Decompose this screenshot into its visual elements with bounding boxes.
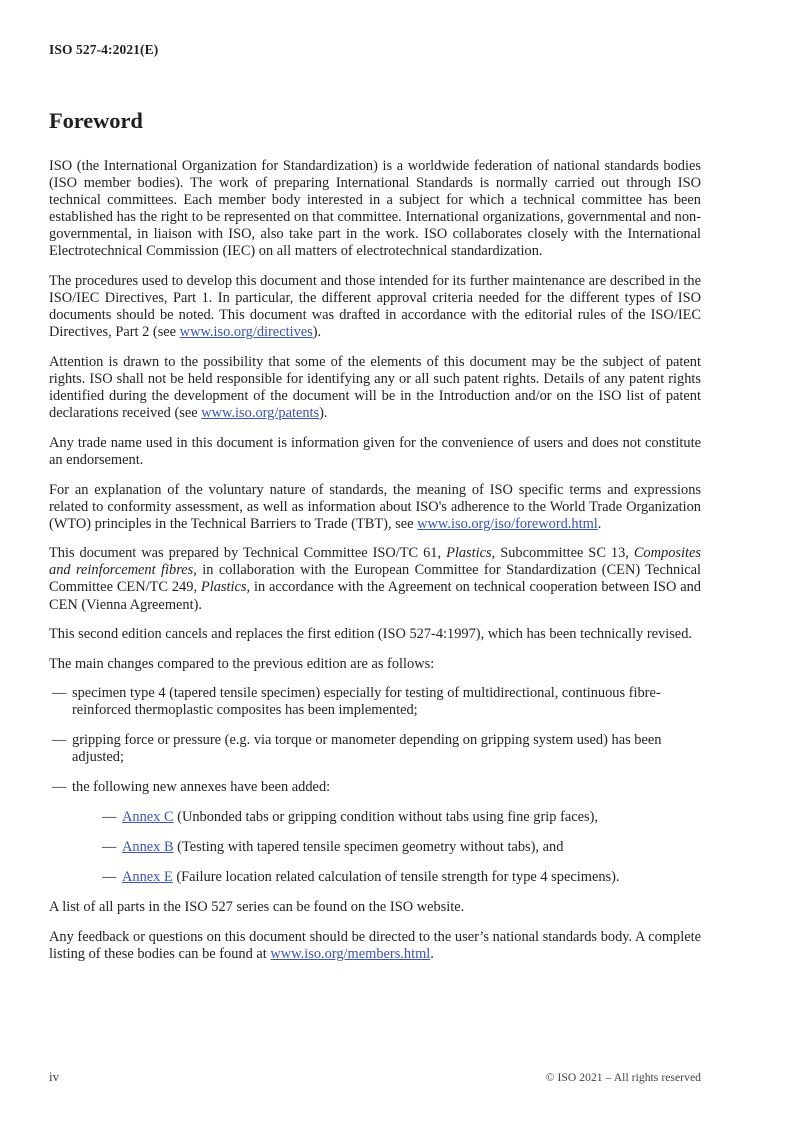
list-item (49, 685, 701, 719)
link-iso-patents[interactable]: www.iso.org/patents (201, 405, 320, 422)
em-dash-bullet: — (102, 808, 117, 825)
annex-item-text: (Failure location related calculation of tensile strength for type 4 specimens). (172, 869, 620, 885)
em-dash-bullet: — (102, 838, 117, 855)
paragraph-patent-text-after: ). (319, 405, 328, 422)
paragraph-patent-rights (49, 354, 701, 422)
em-dash-bullet: — (102, 869, 117, 885)
paragraph-parts-list: A list of all parts in the ISO 527 series can be found on the ISO website. (49, 899, 465, 916)
paragraph-trade-name: Any trade name used in this document is information given for the convenience of users and does not constitute an endorsement. (49, 434, 701, 468)
paragraph-feedback-text-before: Any feedback or questions on this document should be directed to the user’s national standards body. A complete listing of these bodies can be found at (49, 928, 701, 962)
list-item (49, 732, 701, 766)
committee-text-3: , in collaboration with the European Committee for Standardization (CEN) Technical Committee CEN/TC 249, (49, 562, 701, 596)
list-item (99, 809, 701, 826)
annex-item-text: (Testing with tapered tensile specimen geometry without tabs), and (173, 838, 564, 855)
list-item (99, 869, 701, 886)
paragraph-procedures-text-before: The procedures used to develop this document and those intended for its further maintenance are described in the ISO/IEC Directives, Part 1. In particular, the different approval criteria needed for the different types of ISO documents should be noted. This document was drafted in accordance with the editorial rules of the ISO/IEC Directives, Part 2 (see (49, 273, 701, 341)
em-dash-bullet: — (52, 778, 67, 795)
page-footer (49, 1069, 701, 1085)
link-iso-members[interactable]: www.iso.org/members.html (270, 945, 431, 962)
committee-text-2: , Subcommittee SC 13, (491, 545, 634, 562)
committee-title-composites: Composites and reinforcement fibres (49, 545, 701, 579)
foreword-body (49, 158, 701, 975)
list-item (49, 779, 701, 886)
link-iso-directives[interactable]: www.iso.org/directives (179, 324, 313, 341)
paragraph-procedures (49, 273, 701, 341)
list-item (99, 839, 701, 856)
paragraph-feedback (49, 929, 701, 963)
committee-text-4: in accordance with the Agreement on technical cooperation between ISO and CEN (Vienna Agreement). (49, 579, 701, 613)
list-item-text: specimen type 4 (tapered tensile specimen) especially for testing of multidirectional, continuous fibre-reinforced thermoplastic composites has been implemented; (72, 685, 661, 719)
paragraph-wto-text-before: For an explanation of the voluntary nature of standards, the meaning of ISO specific terms and expressions related to conformity assessment, as well as information about ISO's adherence to the World Trade Organization (WTO) principles in the Technical Barriers to Trade (TBT), see (49, 481, 701, 532)
link-iso-foreword[interactable]: www.iso.org/iso/foreword.html (417, 515, 598, 532)
page-title: Foreword (49, 108, 143, 133)
annex-sublist-wrapper (99, 809, 701, 886)
annex-item-text: (Unbonded tabs or gripping condition without tabs using fine grip faces), (173, 808, 599, 825)
em-dash-bullet: — (52, 685, 67, 702)
link-annex-b[interactable]: Annex B (122, 838, 174, 855)
paragraph-procedures-text-after: ). (312, 324, 322, 341)
paragraph-wto-tbt (49, 482, 701, 533)
list-item-text: gripping force or pressure (e.g. via torque or manometer depending on gripping system used) has been adjusted; (72, 732, 662, 766)
paragraph-edition: This second edition cancels and replaces the first edition (ISO 527-4:1997), which has been technically revised. (49, 626, 692, 643)
paragraph-committee (49, 545, 701, 613)
copyright-notice: © ISO 2021 – All rights reserved (545, 1071, 701, 1084)
list-item-text: the following new annexes have been added: (72, 778, 331, 795)
committee-title-plastics-cen: Plastics, (200, 579, 251, 596)
em-dash-bullet: — (52, 732, 67, 749)
committee-title-plastics: Plastics (446, 545, 492, 562)
paragraph-patent-text-before: Attention is drawn to the possibility that some of the elements of this document may be the subject of patent rights. ISO shall not be held responsible for identifying any or all such patent rights. Details of any patent rights identified during the development of the document will be in the Introduction and/or on the ISO list of patent declarations received (see (49, 353, 701, 422)
paragraph-scope: ISO (the International Organization for Standardization) is a worldwide federation of national standards bodies (ISO member bodies). The work of preparing International Standards is normally carried out through ISO technical committees. Each member body interested in a subject for which a technical committee has been established has the right to be represented on that committee. International organizations, governmental and non-governmental, in liaison with ISO, also take part in the work. ISO collaborates closely with the International Electrotechnical Commission (IEC) on all matters of electrotechnical standardization. (49, 158, 701, 260)
running-head: ISO 527-4:2021(E) (49, 42, 159, 57)
paragraph-wto-text-after: . (597, 515, 602, 532)
link-annex-e[interactable]: Annex E (122, 869, 173, 885)
committee-text-1: This document was prepared by Technical Committee ISO/TC 61, (49, 545, 447, 562)
link-annex-c[interactable]: Annex C (122, 808, 174, 825)
paragraph-feedback-text-after: . (430, 945, 434, 962)
paragraph-changes-intro: The main changes compared to the previous edition are as follows: (49, 655, 435, 672)
page-header (49, 42, 701, 58)
changes-list (49, 685, 701, 886)
annex-list (99, 809, 701, 886)
page-number: iv (49, 1069, 60, 1084)
